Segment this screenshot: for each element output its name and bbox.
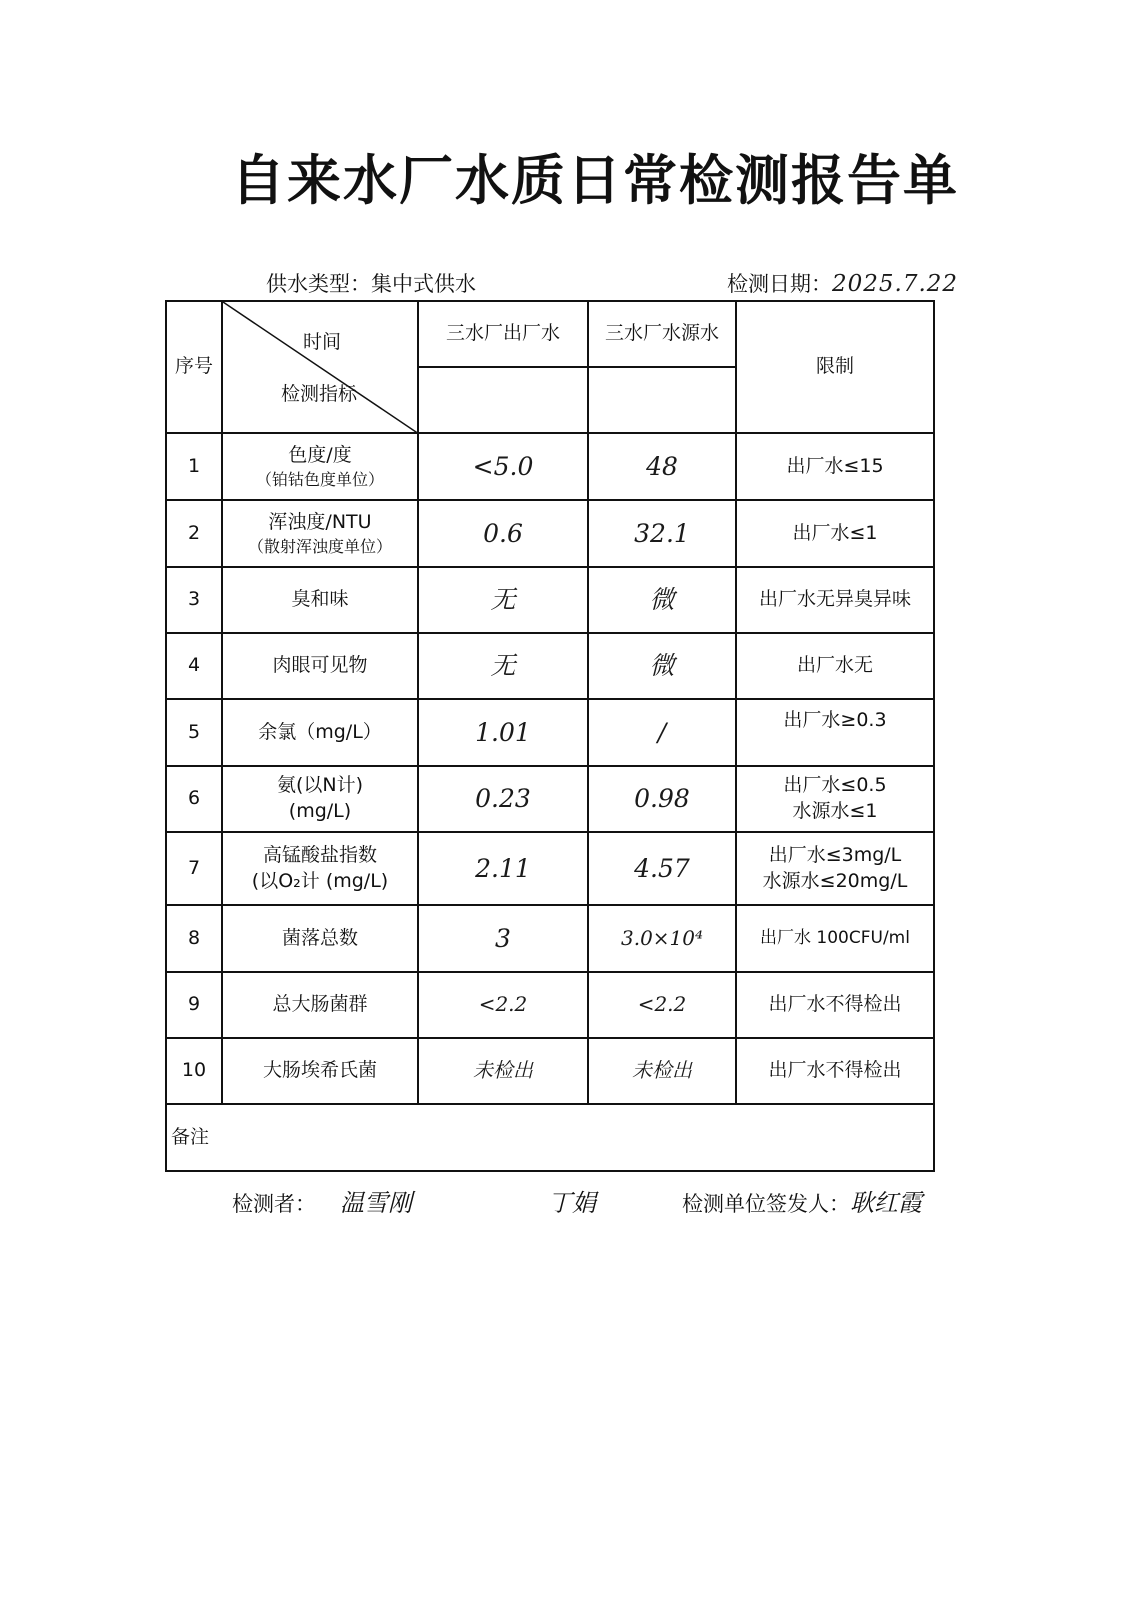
row-number: 4 xyxy=(166,633,222,699)
row-number: 6 xyxy=(166,766,222,832)
source-value-text: 3.0×10⁴ xyxy=(620,925,704,950)
row-number: 5 xyxy=(166,699,222,766)
row-number: 2 xyxy=(166,500,222,567)
issuer-signature: 耿红霞 xyxy=(850,1189,922,1217)
source-value xyxy=(588,699,736,766)
outlet-value xyxy=(418,433,588,500)
source-value-text: 未检出 xyxy=(632,1058,692,1083)
outlet-value xyxy=(418,500,588,567)
outlet-value-text: <2.2 xyxy=(478,992,528,1017)
indicator-name: 色度/度 xyxy=(288,443,352,466)
source-value xyxy=(588,633,736,699)
col-source-time xyxy=(588,367,736,433)
report-title: 自来水厂水质日常检测报告单 xyxy=(231,149,959,212)
indicator-cell xyxy=(222,567,418,633)
col-outlet-header: 三水厂出厂水 xyxy=(418,301,588,367)
diagonal-header-cell xyxy=(222,301,418,433)
indicator-name: 菌落总数 xyxy=(281,926,358,949)
source-value xyxy=(588,832,736,905)
source-value-text: 微 xyxy=(649,651,675,681)
outlet-value xyxy=(418,766,588,832)
limit-text: 出厂水不得检出 xyxy=(768,1059,902,1082)
row-number: 9 xyxy=(166,972,222,1038)
outlet-value-text: 0.23 xyxy=(475,784,531,814)
indicator-header: 检测指标 xyxy=(281,383,358,405)
source-value-text: / xyxy=(657,717,667,747)
table-row xyxy=(166,500,934,567)
source-value xyxy=(588,905,736,972)
source-value-text: 0.98 xyxy=(634,784,690,814)
source-value xyxy=(588,567,736,633)
indicator-name: 氨(以N计) xyxy=(276,774,364,797)
limit-text: 出厂水 100CFU/ml xyxy=(760,928,910,949)
indicator-cell xyxy=(222,633,418,699)
supply-type xyxy=(266,268,476,298)
indicator-cell xyxy=(222,433,418,500)
tester-label: 检测者： xyxy=(232,1192,316,1216)
table-row xyxy=(166,832,934,905)
tester-signature-1: 温雪刚 xyxy=(340,1189,412,1217)
outlet-value-text: 无 xyxy=(490,651,516,681)
outlet-value xyxy=(418,832,588,905)
source-value xyxy=(588,766,736,832)
indicator-cell xyxy=(222,832,418,905)
indicator-name: 高锰酸盐指数 xyxy=(262,843,377,866)
limit-text-2: 水源水≤20mg/L xyxy=(762,869,908,892)
remark-label: 备注 xyxy=(171,1125,210,1148)
limit-text: 出厂水不得检出 xyxy=(768,993,902,1016)
limit-header: 限制 xyxy=(736,301,934,433)
tester-signature-2: 丁娟 xyxy=(548,1189,596,1217)
table-row xyxy=(166,905,934,972)
limit-text: 出厂水≤15 xyxy=(786,454,884,477)
row-number: 7 xyxy=(166,832,222,905)
supply-type-value: 集中式供水 xyxy=(371,272,476,296)
source-value-text: 4.57 xyxy=(634,853,690,883)
indicator-unit: (mg/L) xyxy=(288,800,352,822)
row-number: 10 xyxy=(166,1038,222,1104)
remark-row xyxy=(166,1104,934,1171)
indicator-cell xyxy=(222,905,418,972)
source-value xyxy=(588,972,736,1038)
table-row xyxy=(166,972,934,1038)
outlet-value-text: 2.11 xyxy=(475,853,531,883)
limit-cell xyxy=(736,433,934,500)
table-row xyxy=(166,433,934,500)
source-value-text: 微 xyxy=(649,585,675,615)
remark-cell xyxy=(166,1104,934,1171)
table-row xyxy=(166,1038,934,1104)
limit-cell xyxy=(736,1038,934,1104)
indicator-name: 大肠埃希氏菌 xyxy=(262,1059,377,1082)
outlet-value xyxy=(418,972,588,1038)
test-date xyxy=(727,268,958,298)
table-row xyxy=(166,699,934,766)
issuer-label: 检测单位签发人： xyxy=(682,1192,850,1216)
limit-text: 出厂水无 xyxy=(796,654,873,677)
outlet-value-text: 1.01 xyxy=(475,717,531,747)
limit-cell xyxy=(736,567,934,633)
indicator-unit: （铂钴色度单位） xyxy=(255,469,384,489)
source-value-text: 32.1 xyxy=(634,518,690,548)
diagonal-line xyxy=(223,302,419,434)
row-number: 8 xyxy=(166,905,222,972)
indicator-cell xyxy=(222,699,418,766)
row-number: 1 xyxy=(166,433,222,500)
limit-cell xyxy=(736,766,934,832)
indicator-unit: (以O₂计 (mg/L) xyxy=(251,869,389,892)
indicator-cell xyxy=(222,972,418,1038)
outlet-value xyxy=(418,567,588,633)
indicator-unit: （散射浑浊度单位） xyxy=(247,536,392,556)
source-value xyxy=(588,1038,736,1104)
indicator-name: 总大肠菌群 xyxy=(272,993,368,1016)
limit-text: 出厂水≤1 xyxy=(792,521,878,544)
indicator-cell xyxy=(222,766,418,832)
row-number: 3 xyxy=(166,567,222,633)
indicator-name: 肉眼可见物 xyxy=(272,654,368,677)
indicator-cell xyxy=(222,500,418,567)
limit-cell xyxy=(736,500,934,567)
outlet-value-text: 0.6 xyxy=(483,518,523,548)
supply-type-label: 供水类型： xyxy=(266,272,371,296)
limit-cell xyxy=(736,832,934,905)
indicator-cell xyxy=(222,1038,418,1104)
limit-text-2: 水源水≤1 xyxy=(792,800,878,822)
time-header: 时间 xyxy=(303,331,342,353)
limit-text: 出厂水无异臭异味 xyxy=(758,588,911,611)
table-row xyxy=(166,633,934,699)
outlet-value xyxy=(418,905,588,972)
issuer xyxy=(682,1183,922,1218)
col-source-header: 三水厂水源水 xyxy=(588,301,736,367)
indicator-name: 臭和味 xyxy=(291,588,349,611)
report-table xyxy=(165,300,935,1172)
test-date-label: 检测日期： xyxy=(727,272,832,296)
outlet-value-text: 未检出 xyxy=(473,1058,533,1083)
tester xyxy=(232,1183,412,1218)
test-date-value: 2025.7.22 xyxy=(832,271,959,297)
indicator-name: 余氯（mg/L） xyxy=(258,720,382,743)
limit-cell xyxy=(736,972,934,1038)
outlet-value xyxy=(418,633,588,699)
tester-2 xyxy=(548,1183,596,1218)
outlet-value-text: 3 xyxy=(495,923,511,953)
limit-text: 出厂水≥0.3 xyxy=(783,709,887,731)
indicator-name: 浑浊度/NTU xyxy=(268,510,372,533)
limit-cell xyxy=(736,699,934,766)
source-value xyxy=(588,433,736,500)
outlet-value-text: <5.0 xyxy=(472,451,534,481)
limit-text: 出厂水≤3mg/L xyxy=(768,843,902,866)
limit-cell xyxy=(736,633,934,699)
col-outlet-time xyxy=(418,367,588,433)
outlet-value-text: 无 xyxy=(490,585,516,615)
table-row xyxy=(166,766,934,832)
source-value xyxy=(588,500,736,567)
limit-cell xyxy=(736,905,934,972)
outlet-value xyxy=(418,1038,588,1104)
source-value-text: 48 xyxy=(646,451,678,481)
table-row xyxy=(166,567,934,633)
source-value-text: <2.2 xyxy=(637,992,687,1017)
outlet-value xyxy=(418,699,588,766)
seq-header: 序号 xyxy=(166,301,222,433)
limit-text: 出厂水≤0.5 xyxy=(783,774,887,797)
